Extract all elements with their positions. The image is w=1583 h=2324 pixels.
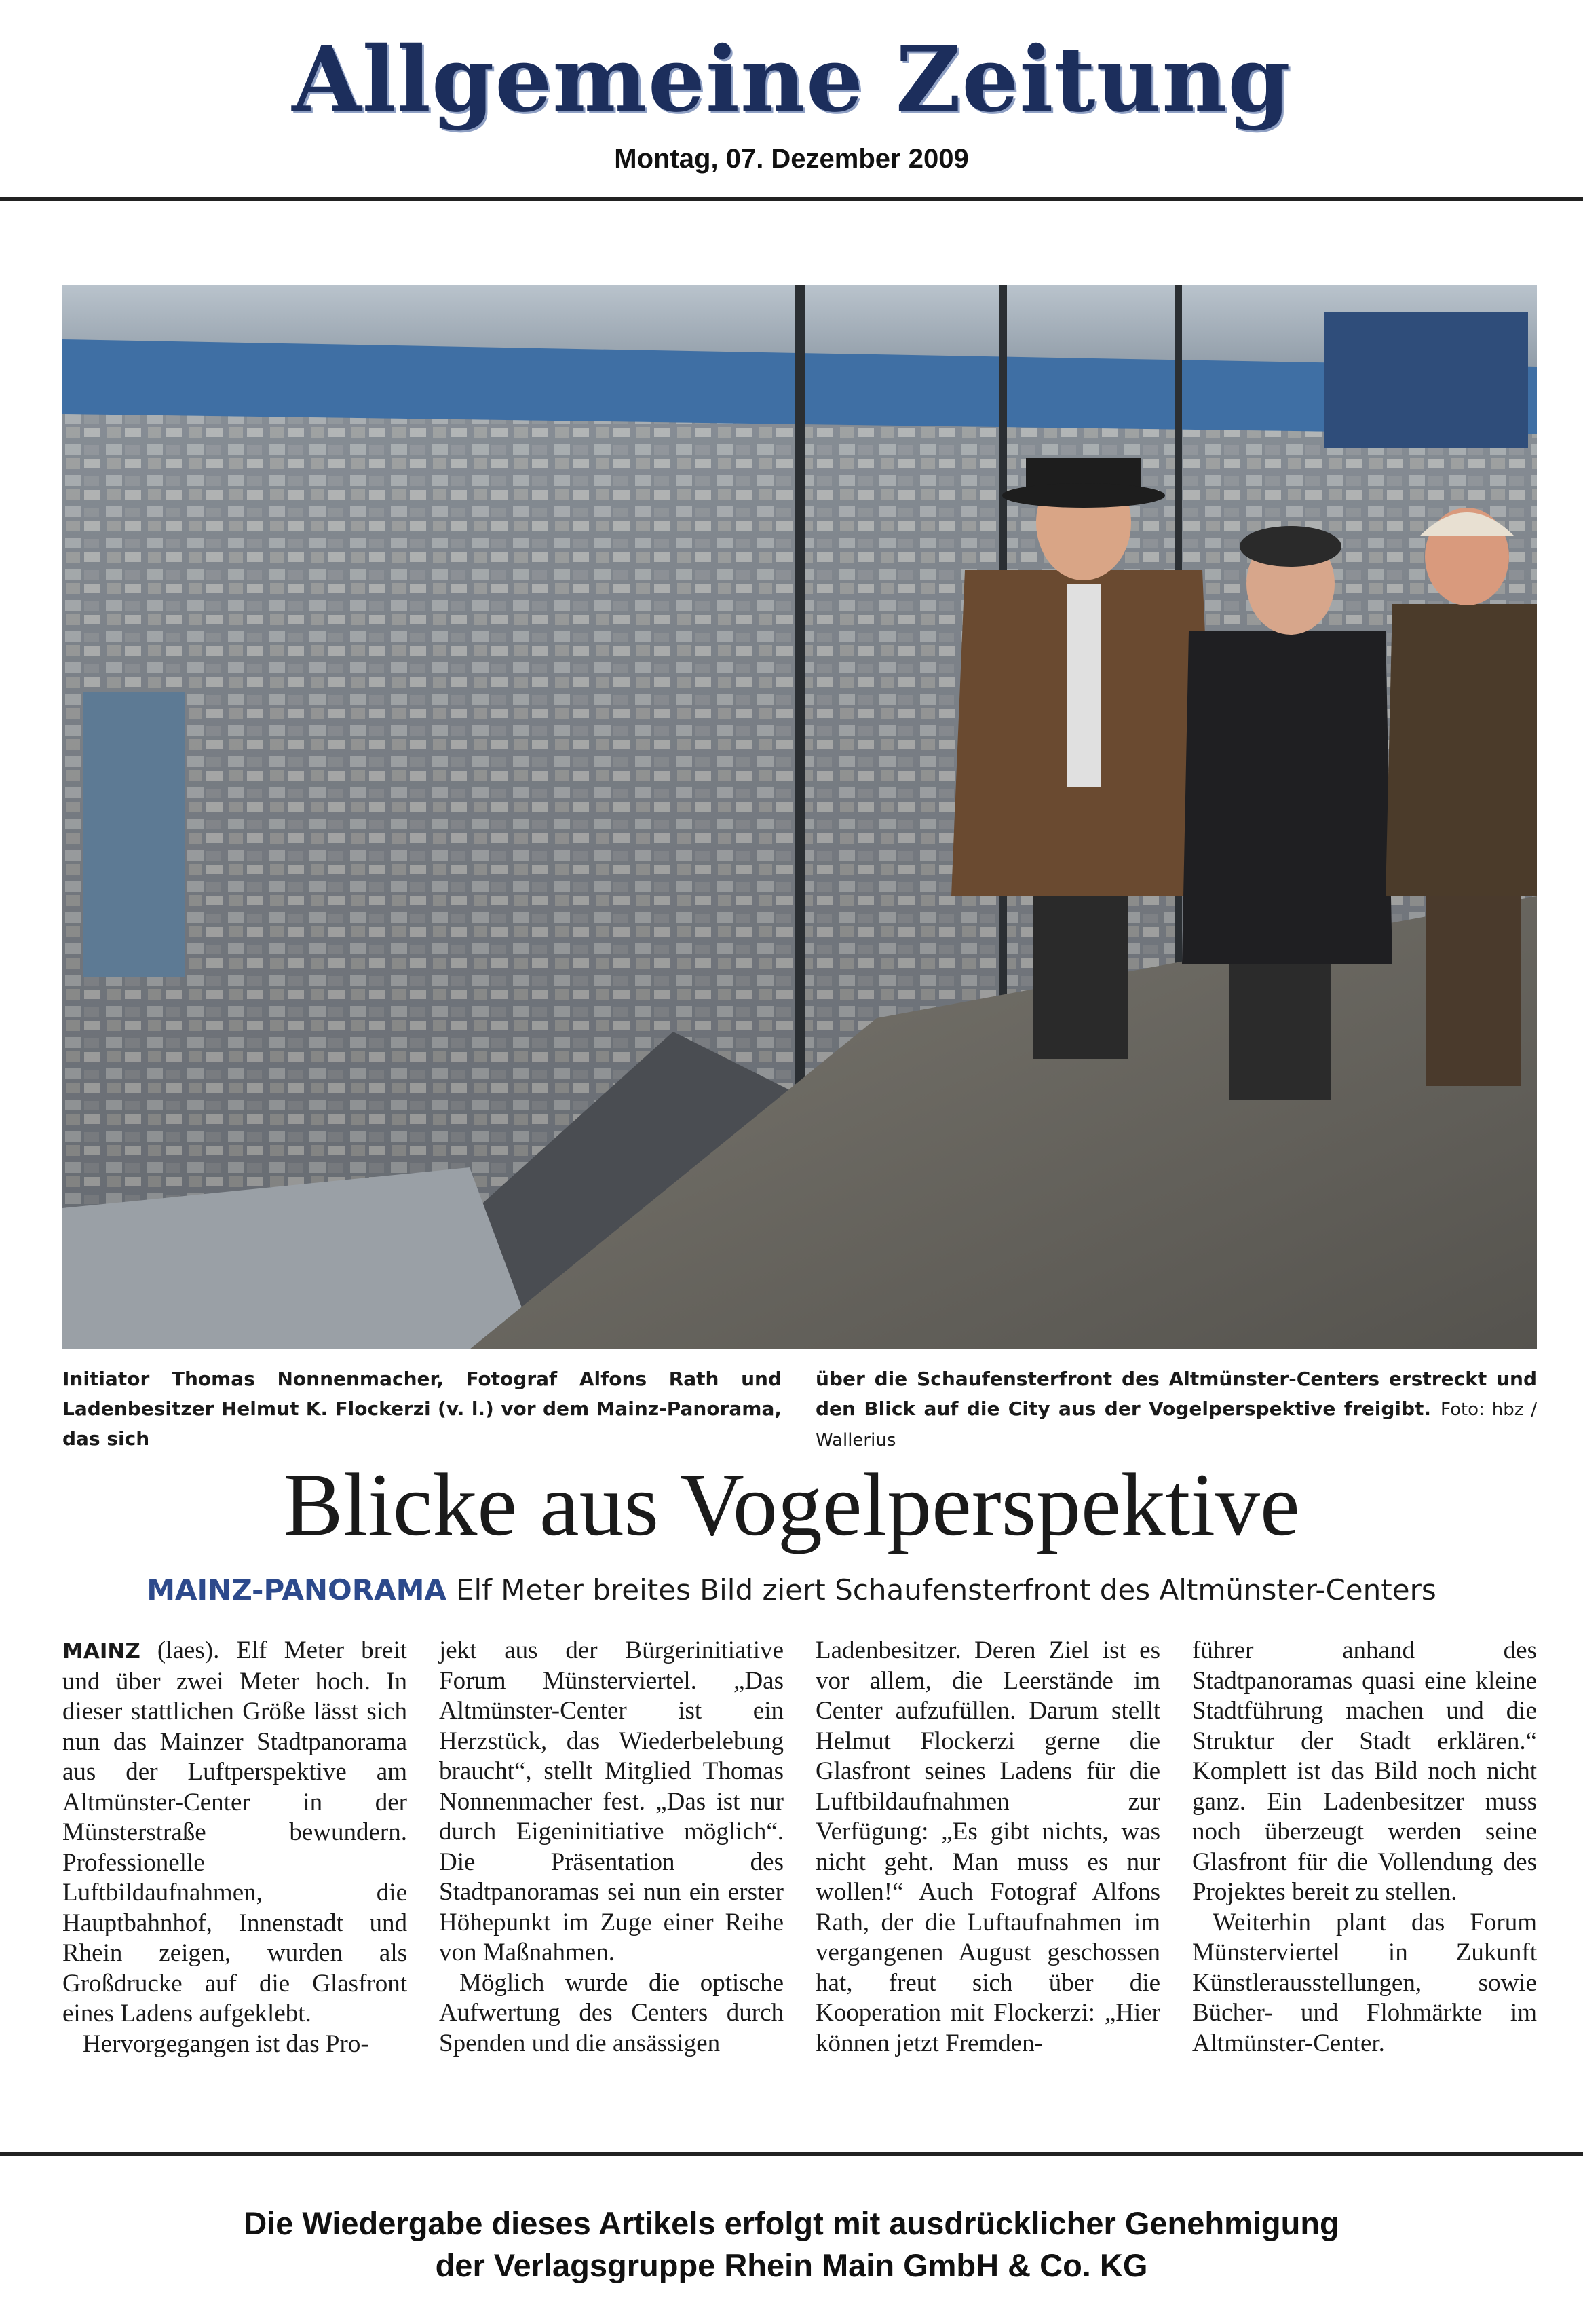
shop-sign bbox=[1324, 312, 1528, 448]
column-3-paragraph-1: Ladenbesitzer. Deren Ziel ist es vor allem, die Leerstände im Center aufzufüllen. Darum stellt Helmut Flockerzi gerne die Glasfront seines Ladens für die Luftbildaufnahmen zur Verfügung: „Es gibt nichts, was nicht geht. Man muss es nur wollen!“ Auch Fotograf Alfons Rath, der die Luftaufnahmen im vergangenen August geschossen hat, freut sich über die Kooperation mit Flockerzi: „Hier können jetzt Fremden- bbox=[816, 1636, 1160, 2057]
article-photo bbox=[62, 285, 1537, 1349]
column-1-paragraph-2: Hervorgegangen ist das Pro- bbox=[83, 2029, 369, 2058]
photo-credit: Foto: hbz / Wallerius bbox=[816, 1400, 1537, 1450]
article-dateline: MAINZ bbox=[62, 1639, 140, 1664]
article-column-3 bbox=[816, 1636, 1160, 2059]
copyright-line-2: der Verlagsgruppe Rhein Main GmbH & Co. KG bbox=[435, 2247, 1148, 2283]
article-column-2 bbox=[439, 1636, 784, 2059]
tower-building bbox=[83, 692, 185, 977]
article-column-4 bbox=[1192, 1636, 1537, 2059]
column-2-paragraph-1: jekt aus der Bürgerinitiative Forum Münsterviertel. „Das Altmünster-Center ist ein Herzstück, das Wiederbelebung braucht“, stellt Mitglied Thomas Nonnenmacher fest. „Das ist nur durch Eigeninitiative möglich“. Die Präsentation des Stadtpanoramas sei nun ein erster Höhepunkt im Zuge einer Reihe von Maßnahmen. bbox=[439, 1636, 784, 1966]
issue-date: Montag, 07. Dezember 2009 bbox=[614, 144, 969, 174]
copyright-notice bbox=[0, 2203, 1583, 2287]
photo-caption-left: Initiator Thomas Nonnenmacher, Fotograf Alfons Rath und Ladenbesitzer Helmut K. Flockerzi (v. l.) vor dem Mainz-Panorama, das sich bbox=[62, 1368, 782, 1450]
column-4-paragraph-2: Weiterhin plant das Forum Münsterviertel in Zukunft Künstlerausstellungen, sowie Bücher- und Flohmärkte im Altmünster-Center. bbox=[1192, 1908, 1537, 2057]
column-1-paragraph-1: (laes). Elf Meter breit und über zwei Meter hoch. In dieser stattlichen Größe lässt sich nun das Mainzer Stadtpanorama aus der Luftperspektive am Altmünster-Center in der Münsterstraße bewundern. Professionelle Luftbildaufnahmen, die Hauptbahnhof, Innenstadt und Rhein zeigen, wurden als Großdrucke auf die Glasfront eines Ladens aufgeklebt. bbox=[62, 1636, 407, 2027]
masthead-title: Allgemeine Zeitung bbox=[292, 27, 1291, 132]
article-column-1 bbox=[62, 1636, 407, 2059]
article-subheadline bbox=[0, 1573, 1583, 1607]
photo-caption-right-text: über die Schaufensterfront des Altmünster-Centers erstreckt und den Blick auf die City aus der Vogelperspektive freigibt. bbox=[816, 1368, 1537, 1420]
column-2-paragraph-2: Möglich wurde die optische Aufwertung des Centers durch Spenden und die ansässigen bbox=[439, 1968, 784, 2057]
article-headline: Blicke aus Vogelperspektive bbox=[283, 1455, 1300, 1554]
top-rule bbox=[0, 197, 1583, 201]
photo-caption-right bbox=[816, 1364, 1537, 1455]
panorama-photo-illustration bbox=[62, 285, 1537, 1349]
article-kicker: MAINZ-PANORAMA bbox=[147, 1573, 446, 1607]
copyright-line-1: Die Wiedergabe dieses Artikels erfolgt mit ausdrücklicher Genehmigung bbox=[244, 2205, 1339, 2241]
bottom-rule bbox=[0, 2152, 1583, 2156]
article-subhead-text: Elf Meter breites Bild ziert Schaufensterfront des Altmünster-Centers bbox=[455, 1573, 1436, 1607]
column-4-paragraph-1: führer anhand des Stadtpanoramas quasi eine kleine Stadtführung machen und die Struktur der Stadt erklären.“ Komplett ist das Bild noch nicht ganz. Ein Ladenbesitzer muss noch überzeugt werden seine Glasfront für die Vollendung des Projektes bereit zu stellen. bbox=[1192, 1636, 1537, 1906]
